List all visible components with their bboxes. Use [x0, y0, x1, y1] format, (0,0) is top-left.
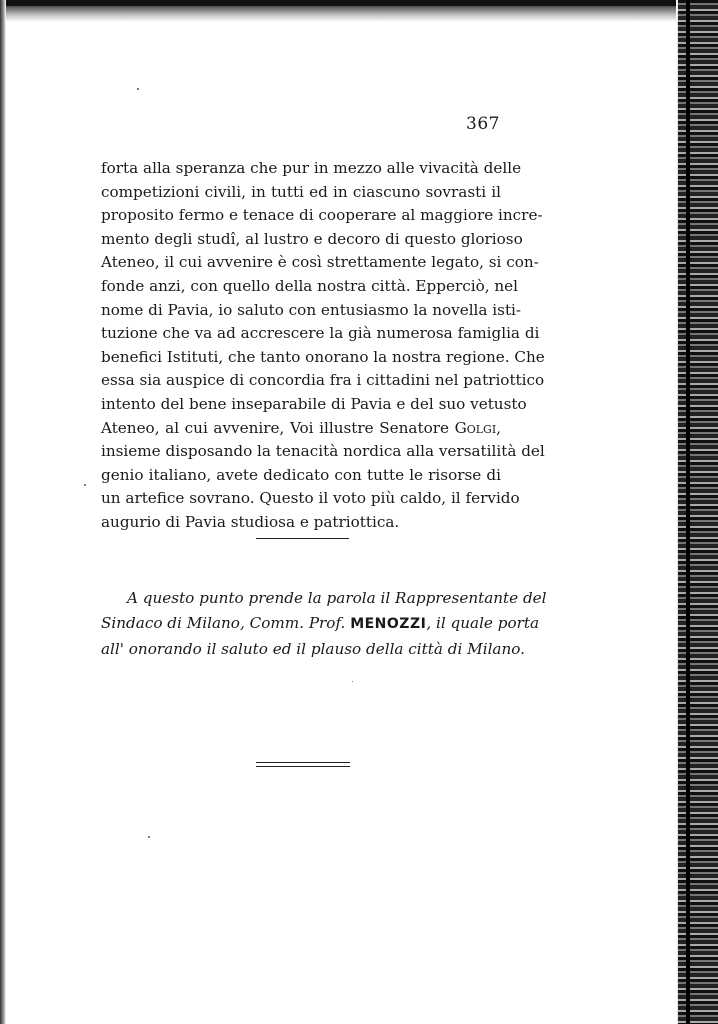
text-line: essa sia auspice di concordia fra i cittadini nel patriottico: [101, 371, 545, 390]
text-line: insieme disposando la tenacità nordica alla versatilità del: [101, 442, 545, 461]
text-line: competizioni civili, in tutti ed in ciascuno sovrasti il: [101, 182, 501, 201]
body-paragraph: [101, 157, 545, 535]
scan-speck: [352, 681, 353, 682]
text-line: augurio di Pavia studiosa e patriottica.: [101, 512, 400, 531]
speaker-name: MENOZZI: [350, 616, 427, 632]
end-divider-top: [256, 762, 350, 763]
text-line: tuzione che va ad accrescere la già numerosa famiglia di: [101, 324, 540, 343]
text-line: [101, 417, 501, 441]
note-line: all' onorando il saluto ed il plauso della città di Milano.: [101, 640, 525, 658]
italic-note: [101, 586, 547, 662]
note-line: A questo punto prende la parola il Rappresentante del: [127, 589, 547, 607]
end-divider-bottom: [256, 766, 350, 767]
note-line: [101, 611, 540, 637]
text-line: Ateneo, il cui avvenire è così strettamente legato, si con-: [101, 253, 539, 272]
scan-right-binding: [686, 0, 690, 1024]
section-divider: [256, 538, 349, 539]
text-line: proposito fermo e tenace di cooperare al maggiore incre-: [101, 206, 543, 225]
senator-name: Golgi: [454, 418, 497, 437]
text-fragment: Ateneo, al cui avvenire, Voi illustre Senatore: [101, 418, 449, 437]
scan-top-edge: [0, 0, 690, 6]
text-line: intento del bene inseparabile di Pavia e del suo vetusto: [101, 394, 527, 413]
text-line: un artefice sovrano. Questo il voto più caldo, il fervido: [101, 489, 520, 508]
text-line: fonde anzi, con quello della nostra città. Epperciò, nel: [101, 276, 518, 295]
scan-left-shadow: [0, 0, 6, 1024]
text-line: benefici Istituti, che tanto onorano la nostra regione. Che: [101, 347, 545, 366]
text-fragment: ,: [496, 418, 501, 437]
text-line: genio italiano, avete dedicato con tutte le risorse di: [101, 465, 501, 484]
scan-right-book-edge: [678, 0, 718, 1024]
scan-speck: [148, 836, 150, 838]
page-number: 367: [466, 114, 500, 134]
text-line: forta alla speranza che pur in mezzo alle vivacità delle: [101, 159, 522, 177]
text-fragment: Sindaco di Milano, Comm. Prof.: [101, 614, 346, 632]
text-line: nome di Pavia, io saluto con entusiasmo la novella isti-: [101, 300, 522, 319]
scan-speck: [137, 88, 139, 90]
text-line: mento degli studî, al lustro e decoro di questo glorioso: [101, 229, 523, 248]
text-fragment: , il quale porta: [426, 614, 540, 632]
scan-speck: [84, 484, 86, 486]
